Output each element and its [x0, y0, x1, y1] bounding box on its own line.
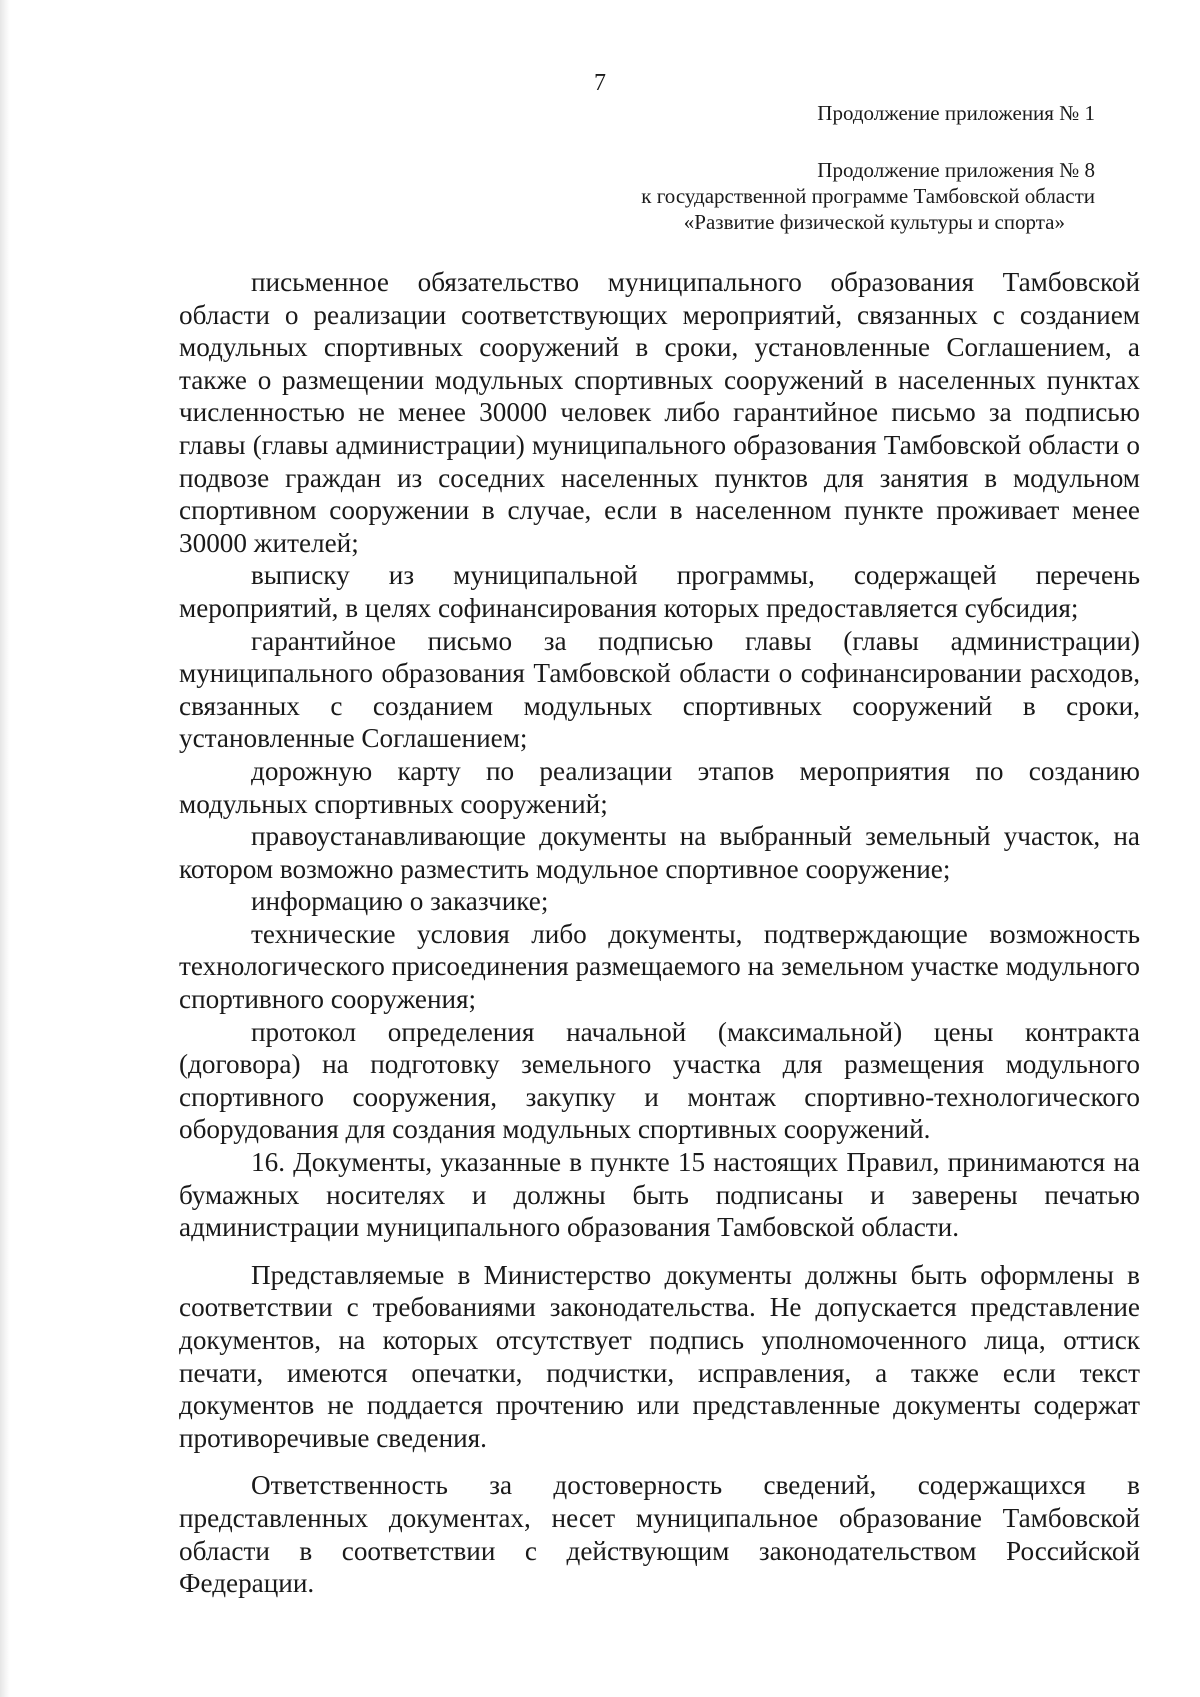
appendix-header-8-line-2: к государственной программе Тамбовской области — [641, 184, 1095, 208]
paragraph-guarantee-letter: гарантийное письмо за подписью главы (главы администрации) муниципального образования Тамбовской области о софинансировании расходов, связанных с созданием модульных спортивных сооружений в сроки, установленные Соглашением; — [179, 625, 1140, 754]
paragraph-land-documents: правоустанавливающие документы на выбранный земельный участок, на котором возможно разместить модульное спортивное сооружение; — [179, 821, 1140, 884]
appendix-header-8 — [641, 157, 1095, 235]
scan-edge-shadow — [0, 0, 10, 1697]
page-number: 7 — [594, 70, 606, 96]
paragraph-program-extract: выписку из муниципальной программы, содержащей перечень мероприятий, в целях софинансирования которых предоставляется субсидия; — [179, 560, 1140, 623]
appendix-header-8-line-1: Продолжение приложения № 8 — [817, 158, 1095, 182]
document-body — [179, 266, 1140, 1600]
paragraph-roadmap: дорожную карту по реализации этапов мероприятия по созданию модульных спортивных сооружений; — [179, 755, 1140, 819]
paragraph-document-requirements: Представляемые в Министерство документы должны быть оформлены в соответствии с требованиями законодательства. Не допускается представление документов, на которых отсутствует подпись уполномоченного лица, оттиск печати, имеются опечатки, подчистки, исправления, а также если текст документов не поддается прочтению или представленные документы содержат противоречивые сведения. — [179, 1259, 1140, 1453]
paragraph-municipal-obligation: письменное обязательство муниципального образования Тамбовской области о реализации соответствующих мероприятий, связанных с созданием модульных спортивных сооружений в сроки, установленные Соглашением, а также о размещении модульных спортивных сооружений в населенных пунктах численностью не менее 30000 человек либо гарантийное письмо за подписью главы (главы администрации) муниципального образования Тамбовской области о подвозе граждан из соседних населенных пунктов для занятия в модульном спортивном сооружении в случае, если в населенном пункте проживает менее 30000 жителей; — [179, 267, 1140, 558]
appendix-header-1-line: Продолжение приложения № 1 — [817, 101, 1095, 125]
paragraph-technical-conditions: технические условия либо документы, подтверждающие возможность технологического присоединения размещаемого на земельном участке модульного спортивного сооружения; — [179, 918, 1140, 1015]
paragraph-clause-16: 16. Документы, указанные в пункте 15 настоящих Правил, принимаются на бумажных носителях и должны быть подписаны и заверены печатью администрации муниципального образования Тамбовской области. — [179, 1147, 1140, 1243]
paragraph-responsibility: Ответственность за достоверность сведений, содержащихся в представленных документах, несет муниципальное образование Тамбовской области в соответствии с действующим законодательством Российской Федерации. — [179, 1470, 1140, 1599]
appendix-header-1 — [817, 100, 1095, 126]
appendix-header-8-line-3: «Развитие физической культуры и спорта» — [683, 210, 1065, 234]
paragraph-customer-info: информацию о заказчике; — [251, 886, 549, 917]
paragraph-price-protocol: протокол определения начальной (максимальной) цены контракта (договора) на подготовку земельного участка для размещения модульного спортивного сооружения, закупку и монтаж спортивно-технологического оборудования для создания модульных спортивных сооружений. — [179, 1016, 1140, 1145]
